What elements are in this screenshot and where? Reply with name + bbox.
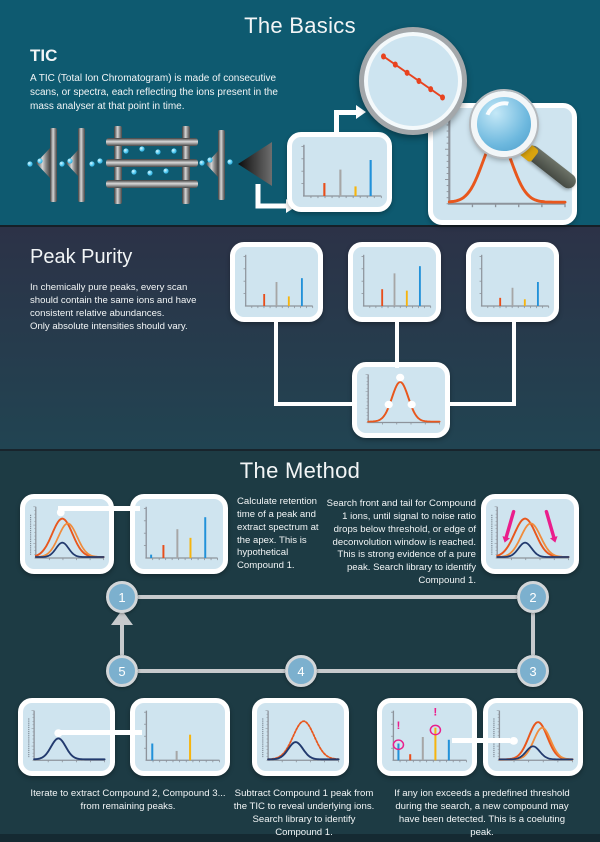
svg-text:!: ! [396, 720, 401, 733]
peak-purity-description [30, 282, 218, 333]
step1-apex-connector [58, 506, 140, 511]
purity-connector-left-h [274, 402, 356, 406]
step3-connector [452, 738, 510, 743]
purity-spectrum-chart-2 [356, 250, 433, 314]
method-title: The Method [239, 458, 361, 483]
purity-connector-right-v [512, 320, 516, 406]
step4-subtract-chart [260, 706, 341, 768]
svg-text:!: ! [433, 706, 438, 719]
scan-zoom-chart [372, 40, 454, 122]
purity-connector-mid-v [395, 320, 399, 368]
step-number-1: 1 [118, 589, 126, 605]
step2-text: Search front and tail for Compound 1 ions, until signal to noise ratio drops below threshold, or edge of deconvolution window is reached. This is strong evidence of a pure peak. Search library to identify Compound 1. [326, 498, 476, 587]
purity-spectrum-chart-3 [474, 250, 551, 314]
step-circle-3 [517, 655, 549, 687]
purity-connector-right-h [448, 402, 516, 406]
step1-spectrum-chart [138, 502, 220, 566]
step-number-5: 5 [118, 663, 126, 679]
step-circle-5 [106, 655, 138, 687]
step-circle-4 [285, 655, 317, 687]
step5-peak-panel [18, 698, 115, 776]
step5-spectrum-chart [138, 706, 222, 768]
purity-connector-left-v [274, 320, 278, 406]
basics-title: The Basics [244, 13, 356, 38]
scan-spectrum-chart [295, 140, 384, 204]
purity-peak-panel [352, 362, 450, 438]
purity-scan-panel-1 [230, 242, 323, 322]
step-number-3: 3 [529, 663, 537, 679]
flow-line-3-4 [317, 669, 517, 673]
step1-text: Calculate retention time of a peak and extract spectrum at the apex. This is hypothetical Compound 1. [237, 496, 319, 572]
connector-spectrum-to-magnifier-h [334, 110, 358, 115]
step5-text: Iterate to extract Compound 2, Compound 3... from remaining peaks. [30, 788, 226, 812]
step3-spectrum-chart [385, 706, 469, 768]
peak-purity-heading: Peak Purity [30, 246, 133, 268]
step5-apex-connector [56, 730, 142, 735]
step3-spectrum-panel [377, 698, 477, 776]
step3-text: If any ion exceeds a predefined threshold during the search, a new compound may have been detected. This is a coeluting peak. [394, 788, 570, 838]
purity-scan-panel-2 [348, 242, 441, 322]
step3-peak-chart [491, 706, 575, 768]
step-number-4: 4 [297, 663, 305, 679]
flow-line-5-1 [120, 625, 124, 655]
quadrupole-rods [106, 126, 198, 204]
flow-line-1-2 [138, 595, 517, 599]
step3-peak-panel [483, 698, 583, 776]
step5-spectrum-panel [130, 698, 230, 776]
magnifier-small-icon [471, 91, 537, 157]
step4-subtract-panel [252, 698, 349, 776]
step-circle-1 [106, 581, 138, 613]
step2-peak-chart [489, 502, 571, 566]
flow-line-2-3 [531, 613, 535, 655]
basics-scan-spectrum-panel [287, 132, 392, 212]
exit-lens-plate [206, 130, 225, 200]
tic-heading: TIC [30, 46, 58, 65]
step1-peak-chart [28, 502, 106, 566]
purity-scan-panel-3 [466, 242, 559, 322]
tic-description: A TIC (Total Ion Chromatogram) is made of consecutive scans, or spectra, each reflecting the ions present in the mass analyser at that point in time. [30, 73, 278, 112]
step1-spectrum-panel [130, 494, 228, 574]
lens-glint [479, 95, 525, 138]
magnifier-large-icon [359, 27, 467, 135]
peak-purity-line1: In chemically pure peaks, every scan should contain the same ions and have consistent relative abundances. [30, 282, 197, 319]
flow-line-4-5 [138, 669, 285, 673]
step5-peak-chart [26, 706, 107, 768]
purity-peak-chart [360, 370, 442, 430]
step2-peak-panel [481, 494, 579, 574]
detector-cone [238, 142, 272, 186]
step4-text: Subtract Compound 1 peak from the TIC to reveal underlying ions. Search library to identify Compound 1. [233, 788, 375, 838]
purity-spectrum-chart-1 [238, 250, 315, 314]
peak-purity-line2: Only absolute intensities should vary. [30, 320, 188, 332]
arrow-right-icon [356, 105, 366, 119]
step-number-2: 2 [529, 589, 537, 605]
step-circle-2 [517, 581, 549, 613]
mass-analyser-illustration [22, 118, 297, 218]
